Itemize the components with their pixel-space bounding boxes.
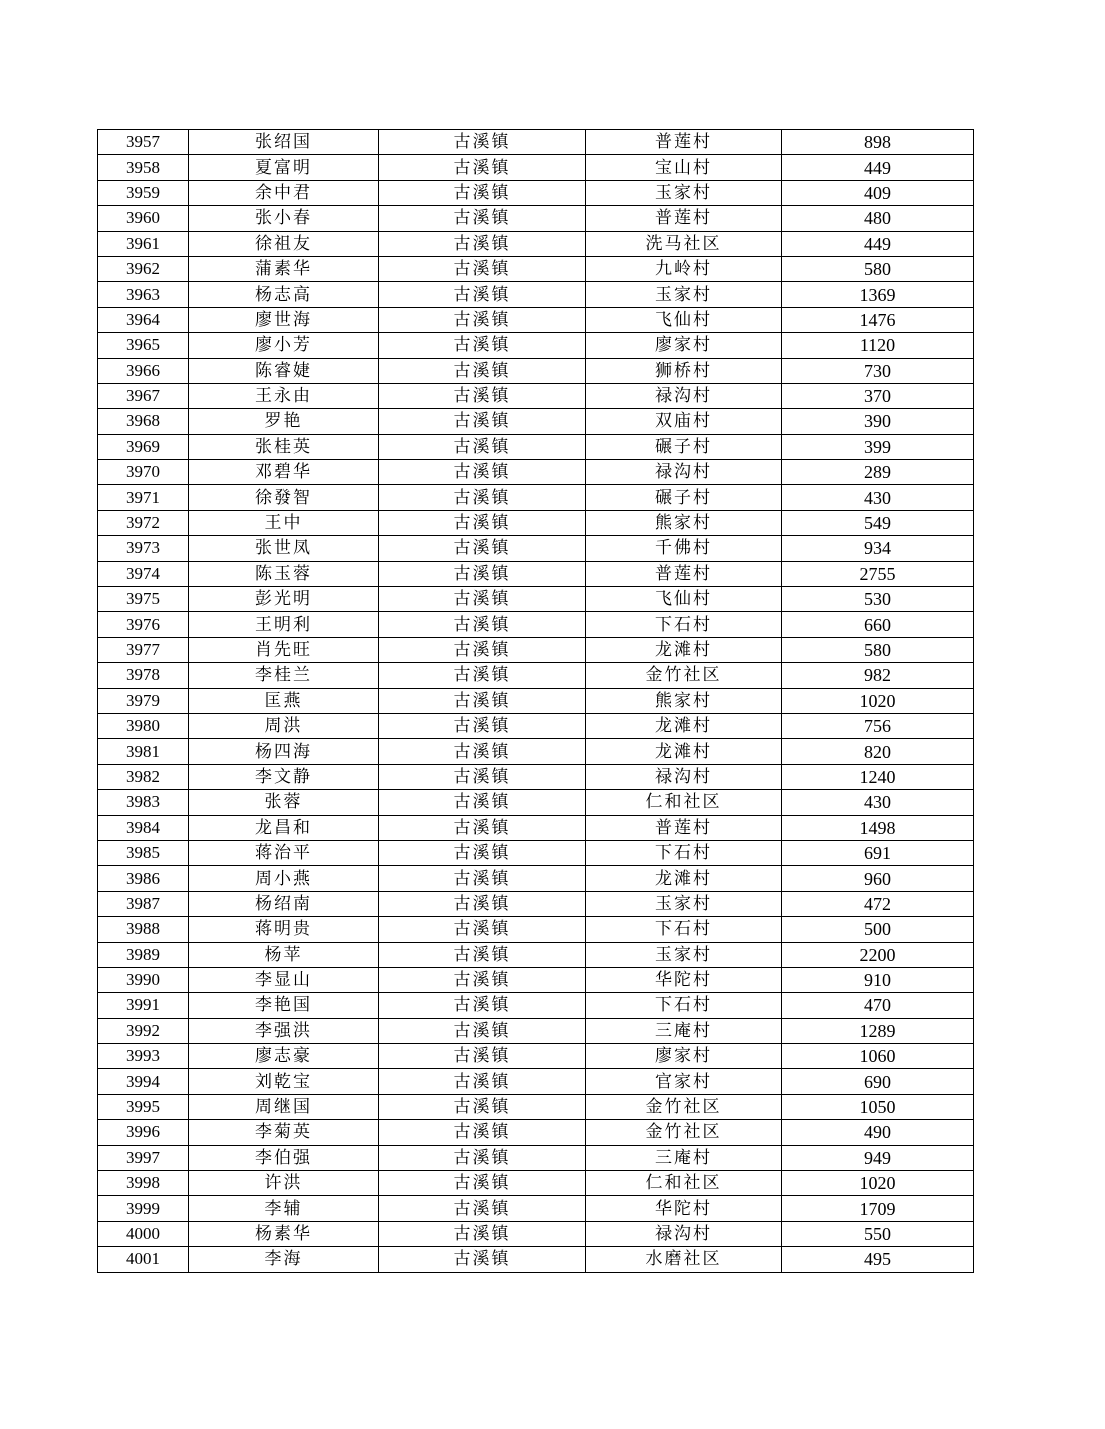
town-cell: 古溪镇 xyxy=(379,637,586,662)
village-cell: 熊家村 xyxy=(586,510,782,535)
name-cell: 蒋治平 xyxy=(189,840,379,865)
amount-cell: 472 xyxy=(782,891,974,916)
town-cell: 古溪镇 xyxy=(379,815,586,840)
village-cell: 金竹社区 xyxy=(586,663,782,688)
row-number-cell: 3984 xyxy=(98,815,189,840)
amount-cell: 480 xyxy=(782,206,974,231)
name-cell: 李伯强 xyxy=(189,1145,379,1170)
name-cell: 杨绍南 xyxy=(189,891,379,916)
village-cell: 龙滩村 xyxy=(586,713,782,738)
table-row xyxy=(98,1221,974,1246)
amount-cell: 430 xyxy=(782,485,974,510)
amount-cell: 370 xyxy=(782,383,974,408)
name-cell: 匡燕 xyxy=(189,688,379,713)
table-row xyxy=(98,739,974,764)
name-cell: 王永由 xyxy=(189,383,379,408)
village-cell: 玉家村 xyxy=(586,891,782,916)
village-cell: 金竹社区 xyxy=(586,1094,782,1119)
table-row xyxy=(98,333,974,358)
row-number-cell: 3960 xyxy=(98,206,189,231)
row-number-cell: 3983 xyxy=(98,790,189,815)
town-cell: 古溪镇 xyxy=(379,993,586,1018)
village-cell: 禄沟村 xyxy=(586,460,782,485)
name-cell: 李桂兰 xyxy=(189,663,379,688)
table-row xyxy=(98,460,974,485)
amount-cell: 430 xyxy=(782,790,974,815)
row-number-cell: 3991 xyxy=(98,993,189,1018)
row-number-cell: 3993 xyxy=(98,1044,189,1069)
name-cell: 陈玉蓉 xyxy=(189,561,379,586)
amount-cell: 1050 xyxy=(782,1094,974,1119)
village-cell: 飞仙村 xyxy=(586,307,782,332)
row-number-cell: 3999 xyxy=(98,1196,189,1221)
town-cell: 古溪镇 xyxy=(379,282,586,307)
amount-cell: 409 xyxy=(782,180,974,205)
village-cell: 下石村 xyxy=(586,840,782,865)
town-cell: 古溪镇 xyxy=(379,790,586,815)
village-cell: 玉家村 xyxy=(586,942,782,967)
village-cell: 禄沟村 xyxy=(586,764,782,789)
table-row xyxy=(98,1044,974,1069)
table-row xyxy=(98,688,974,713)
table-row xyxy=(98,713,974,738)
town-cell: 古溪镇 xyxy=(379,1018,586,1043)
amount-cell: 2755 xyxy=(782,561,974,586)
amount-cell: 910 xyxy=(782,967,974,992)
row-number-cell: 3963 xyxy=(98,282,189,307)
village-cell: 碾子村 xyxy=(586,485,782,510)
amount-cell: 1476 xyxy=(782,307,974,332)
village-cell: 仁和社区 xyxy=(586,790,782,815)
row-number-cell: 3986 xyxy=(98,866,189,891)
name-cell: 杨志高 xyxy=(189,282,379,307)
table-row xyxy=(98,1145,974,1170)
town-cell: 古溪镇 xyxy=(379,663,586,688)
amount-cell: 756 xyxy=(782,713,974,738)
name-cell: 杨四海 xyxy=(189,739,379,764)
row-number-cell: 3988 xyxy=(98,917,189,942)
row-number-cell: 3970 xyxy=(98,460,189,485)
village-cell: 龙滩村 xyxy=(586,739,782,764)
name-cell: 徐發智 xyxy=(189,485,379,510)
row-number-cell: 3967 xyxy=(98,383,189,408)
town-cell: 古溪镇 xyxy=(379,536,586,561)
town-cell: 古溪镇 xyxy=(379,333,586,358)
town-cell: 古溪镇 xyxy=(379,307,586,332)
name-cell: 徐祖友 xyxy=(189,231,379,256)
row-number-cell: 3990 xyxy=(98,967,189,992)
town-cell: 古溪镇 xyxy=(379,130,586,155)
row-number-cell: 3992 xyxy=(98,1018,189,1043)
amount-cell: 934 xyxy=(782,536,974,561)
name-cell: 邓碧华 xyxy=(189,460,379,485)
town-cell: 古溪镇 xyxy=(379,206,586,231)
village-cell: 廖家村 xyxy=(586,333,782,358)
town-cell: 古溪镇 xyxy=(379,1221,586,1246)
amount-cell: 2200 xyxy=(782,942,974,967)
name-cell: 李辅 xyxy=(189,1196,379,1221)
village-cell: 双庙村 xyxy=(586,409,782,434)
table-row xyxy=(98,815,974,840)
town-cell: 古溪镇 xyxy=(379,866,586,891)
table-row xyxy=(98,206,974,231)
village-cell: 水磨社区 xyxy=(586,1247,782,1272)
table-row xyxy=(98,1196,974,1221)
town-cell: 古溪镇 xyxy=(379,688,586,713)
amount-cell: 449 xyxy=(782,231,974,256)
row-number-cell: 3982 xyxy=(98,764,189,789)
data-table xyxy=(97,129,974,1273)
amount-cell: 580 xyxy=(782,637,974,662)
village-cell: 狮桥村 xyxy=(586,358,782,383)
village-cell: 禄沟村 xyxy=(586,1221,782,1246)
town-cell: 古溪镇 xyxy=(379,434,586,459)
village-cell: 官家村 xyxy=(586,1069,782,1094)
amount-cell: 500 xyxy=(782,917,974,942)
village-cell: 金竹社区 xyxy=(586,1120,782,1145)
name-cell: 李文静 xyxy=(189,764,379,789)
town-cell: 古溪镇 xyxy=(379,917,586,942)
table-row xyxy=(98,409,974,434)
table-row xyxy=(98,1094,974,1119)
name-cell: 廖志豪 xyxy=(189,1044,379,1069)
table-row xyxy=(98,612,974,637)
table-row xyxy=(98,967,974,992)
amount-cell: 490 xyxy=(782,1120,974,1145)
table-row xyxy=(98,942,974,967)
town-cell: 古溪镇 xyxy=(379,840,586,865)
amount-cell: 1498 xyxy=(782,815,974,840)
village-cell: 华陀村 xyxy=(586,967,782,992)
row-number-cell: 3971 xyxy=(98,485,189,510)
name-cell: 周继国 xyxy=(189,1094,379,1119)
town-cell: 古溪镇 xyxy=(379,383,586,408)
amount-cell: 289 xyxy=(782,460,974,485)
table-row xyxy=(98,891,974,916)
row-number-cell: 3964 xyxy=(98,307,189,332)
name-cell: 李海 xyxy=(189,1247,379,1272)
name-cell: 夏富明 xyxy=(189,155,379,180)
name-cell: 张世凤 xyxy=(189,536,379,561)
town-cell: 古溪镇 xyxy=(379,1069,586,1094)
name-cell: 李显山 xyxy=(189,967,379,992)
village-cell: 飞仙村 xyxy=(586,587,782,612)
name-cell: 张绍国 xyxy=(189,130,379,155)
name-cell: 陈睿婕 xyxy=(189,358,379,383)
village-cell: 普莲村 xyxy=(586,815,782,840)
name-cell: 张小春 xyxy=(189,206,379,231)
amount-cell: 660 xyxy=(782,612,974,637)
village-cell: 下石村 xyxy=(586,612,782,637)
name-cell: 蒋明贵 xyxy=(189,917,379,942)
table-row xyxy=(98,130,974,155)
town-cell: 古溪镇 xyxy=(379,1145,586,1170)
town-cell: 古溪镇 xyxy=(379,409,586,434)
name-cell: 龙昌和 xyxy=(189,815,379,840)
amount-cell: 1120 xyxy=(782,333,974,358)
table-row xyxy=(98,536,974,561)
village-cell: 仁和社区 xyxy=(586,1171,782,1196)
town-cell: 古溪镇 xyxy=(379,739,586,764)
village-cell: 下石村 xyxy=(586,993,782,1018)
row-number-cell: 3972 xyxy=(98,510,189,535)
amount-cell: 691 xyxy=(782,840,974,865)
town-cell: 古溪镇 xyxy=(379,180,586,205)
table-row xyxy=(98,180,974,205)
row-number-cell: 4000 xyxy=(98,1221,189,1246)
village-cell: 龙滩村 xyxy=(586,637,782,662)
row-number-cell: 3997 xyxy=(98,1145,189,1170)
town-cell: 古溪镇 xyxy=(379,1196,586,1221)
table-row xyxy=(98,993,974,1018)
row-number-cell: 3981 xyxy=(98,739,189,764)
name-cell: 廖小芳 xyxy=(189,333,379,358)
town-cell: 古溪镇 xyxy=(379,1171,586,1196)
row-number-cell: 3961 xyxy=(98,231,189,256)
table-row xyxy=(98,561,974,586)
town-cell: 古溪镇 xyxy=(379,485,586,510)
name-cell: 刘乾宝 xyxy=(189,1069,379,1094)
table-row xyxy=(98,307,974,332)
name-cell: 张蓉 xyxy=(189,790,379,815)
amount-cell: 982 xyxy=(782,663,974,688)
table-row xyxy=(98,1069,974,1094)
town-cell: 古溪镇 xyxy=(379,460,586,485)
name-cell: 王明利 xyxy=(189,612,379,637)
town-cell: 古溪镇 xyxy=(379,256,586,281)
table-row xyxy=(98,434,974,459)
amount-cell: 1709 xyxy=(782,1196,974,1221)
row-number-cell: 3977 xyxy=(98,637,189,662)
town-cell: 古溪镇 xyxy=(379,587,586,612)
row-number-cell: 3995 xyxy=(98,1094,189,1119)
table-row xyxy=(98,917,974,942)
table-row xyxy=(98,790,974,815)
row-number-cell: 3968 xyxy=(98,409,189,434)
table-row xyxy=(98,587,974,612)
town-cell: 古溪镇 xyxy=(379,231,586,256)
village-cell: 普莲村 xyxy=(586,206,782,231)
town-cell: 古溪镇 xyxy=(379,764,586,789)
row-number-cell: 3989 xyxy=(98,942,189,967)
village-cell: 九岭村 xyxy=(586,256,782,281)
name-cell: 杨苹 xyxy=(189,942,379,967)
village-cell: 三庵村 xyxy=(586,1145,782,1170)
village-cell: 龙滩村 xyxy=(586,866,782,891)
village-cell: 三庵村 xyxy=(586,1018,782,1043)
table-row xyxy=(98,1247,974,1272)
name-cell: 周小燕 xyxy=(189,866,379,891)
table-row xyxy=(98,358,974,383)
amount-cell: 1369 xyxy=(782,282,974,307)
table-row xyxy=(98,1120,974,1145)
name-cell: 杨素华 xyxy=(189,1221,379,1246)
town-cell: 古溪镇 xyxy=(379,1120,586,1145)
village-cell: 禄沟村 xyxy=(586,383,782,408)
amount-cell: 1020 xyxy=(782,1171,974,1196)
row-number-cell: 4001 xyxy=(98,1247,189,1272)
town-cell: 古溪镇 xyxy=(379,510,586,535)
table-row xyxy=(98,637,974,662)
amount-cell: 580 xyxy=(782,256,974,281)
amount-cell: 495 xyxy=(782,1247,974,1272)
table-row xyxy=(98,282,974,307)
town-cell: 古溪镇 xyxy=(379,561,586,586)
town-cell: 古溪镇 xyxy=(379,1044,586,1069)
table-row xyxy=(98,383,974,408)
town-cell: 古溪镇 xyxy=(379,358,586,383)
amount-cell: 730 xyxy=(782,358,974,383)
village-cell: 廖家村 xyxy=(586,1044,782,1069)
row-number-cell: 3957 xyxy=(98,130,189,155)
row-number-cell: 3979 xyxy=(98,688,189,713)
name-cell: 彭光明 xyxy=(189,587,379,612)
table-row xyxy=(98,231,974,256)
row-number-cell: 3975 xyxy=(98,587,189,612)
name-cell: 蒲素华 xyxy=(189,256,379,281)
village-cell: 普莲村 xyxy=(586,130,782,155)
name-cell: 李强洪 xyxy=(189,1018,379,1043)
row-number-cell: 3958 xyxy=(98,155,189,180)
amount-cell: 960 xyxy=(782,866,974,891)
row-number-cell: 3998 xyxy=(98,1171,189,1196)
town-cell: 古溪镇 xyxy=(379,612,586,637)
row-number-cell: 3985 xyxy=(98,840,189,865)
table-row xyxy=(98,663,974,688)
name-cell: 廖世海 xyxy=(189,307,379,332)
amount-cell: 898 xyxy=(782,130,974,155)
row-number-cell: 3994 xyxy=(98,1069,189,1094)
village-cell: 千佛村 xyxy=(586,536,782,561)
village-cell: 宝山村 xyxy=(586,155,782,180)
row-number-cell: 3969 xyxy=(98,434,189,459)
name-cell: 张桂英 xyxy=(189,434,379,459)
row-number-cell: 3978 xyxy=(98,663,189,688)
village-cell: 熊家村 xyxy=(586,688,782,713)
row-number-cell: 3959 xyxy=(98,180,189,205)
village-cell: 玉家村 xyxy=(586,180,782,205)
name-cell: 余中君 xyxy=(189,180,379,205)
amount-cell: 1289 xyxy=(782,1018,974,1043)
amount-cell: 399 xyxy=(782,434,974,459)
amount-cell: 530 xyxy=(782,587,974,612)
name-cell: 王中 xyxy=(189,510,379,535)
name-cell: 许洪 xyxy=(189,1171,379,1196)
table-row xyxy=(98,866,974,891)
amount-cell: 1060 xyxy=(782,1044,974,1069)
town-cell: 古溪镇 xyxy=(379,1247,586,1272)
amount-cell: 470 xyxy=(782,993,974,1018)
table-body xyxy=(98,130,974,1273)
town-cell: 古溪镇 xyxy=(379,1094,586,1119)
town-cell: 古溪镇 xyxy=(379,155,586,180)
table-row xyxy=(98,840,974,865)
row-number-cell: 3965 xyxy=(98,333,189,358)
amount-cell: 1020 xyxy=(782,688,974,713)
village-cell: 华陀村 xyxy=(586,1196,782,1221)
amount-cell: 1240 xyxy=(782,764,974,789)
table-row xyxy=(98,764,974,789)
amount-cell: 390 xyxy=(782,409,974,434)
name-cell: 周洪 xyxy=(189,713,379,738)
table-row xyxy=(98,256,974,281)
amount-cell: 449 xyxy=(782,155,974,180)
amount-cell: 550 xyxy=(782,1221,974,1246)
table-row xyxy=(98,510,974,535)
row-number-cell: 3974 xyxy=(98,561,189,586)
name-cell: 肖先旺 xyxy=(189,637,379,662)
amount-cell: 549 xyxy=(782,510,974,535)
row-number-cell: 3966 xyxy=(98,358,189,383)
town-cell: 古溪镇 xyxy=(379,967,586,992)
row-number-cell: 3976 xyxy=(98,612,189,637)
amount-cell: 690 xyxy=(782,1069,974,1094)
name-cell: 李艳国 xyxy=(189,993,379,1018)
row-number-cell: 3996 xyxy=(98,1120,189,1145)
village-cell: 普莲村 xyxy=(586,561,782,586)
row-number-cell: 3973 xyxy=(98,536,189,561)
town-cell: 古溪镇 xyxy=(379,891,586,916)
row-number-cell: 3980 xyxy=(98,713,189,738)
name-cell: 李菊英 xyxy=(189,1120,379,1145)
table-row xyxy=(98,1171,974,1196)
village-cell: 玉家村 xyxy=(586,282,782,307)
village-cell: 洗马社区 xyxy=(586,231,782,256)
name-cell: 罗艳 xyxy=(189,409,379,434)
village-cell: 碾子村 xyxy=(586,434,782,459)
row-number-cell: 3987 xyxy=(98,891,189,916)
amount-cell: 820 xyxy=(782,739,974,764)
table-row xyxy=(98,155,974,180)
row-number-cell: 3962 xyxy=(98,256,189,281)
village-cell: 下石村 xyxy=(586,917,782,942)
table-row xyxy=(98,1018,974,1043)
town-cell: 古溪镇 xyxy=(379,942,586,967)
amount-cell: 949 xyxy=(782,1145,974,1170)
table-row xyxy=(98,485,974,510)
town-cell: 古溪镇 xyxy=(379,713,586,738)
